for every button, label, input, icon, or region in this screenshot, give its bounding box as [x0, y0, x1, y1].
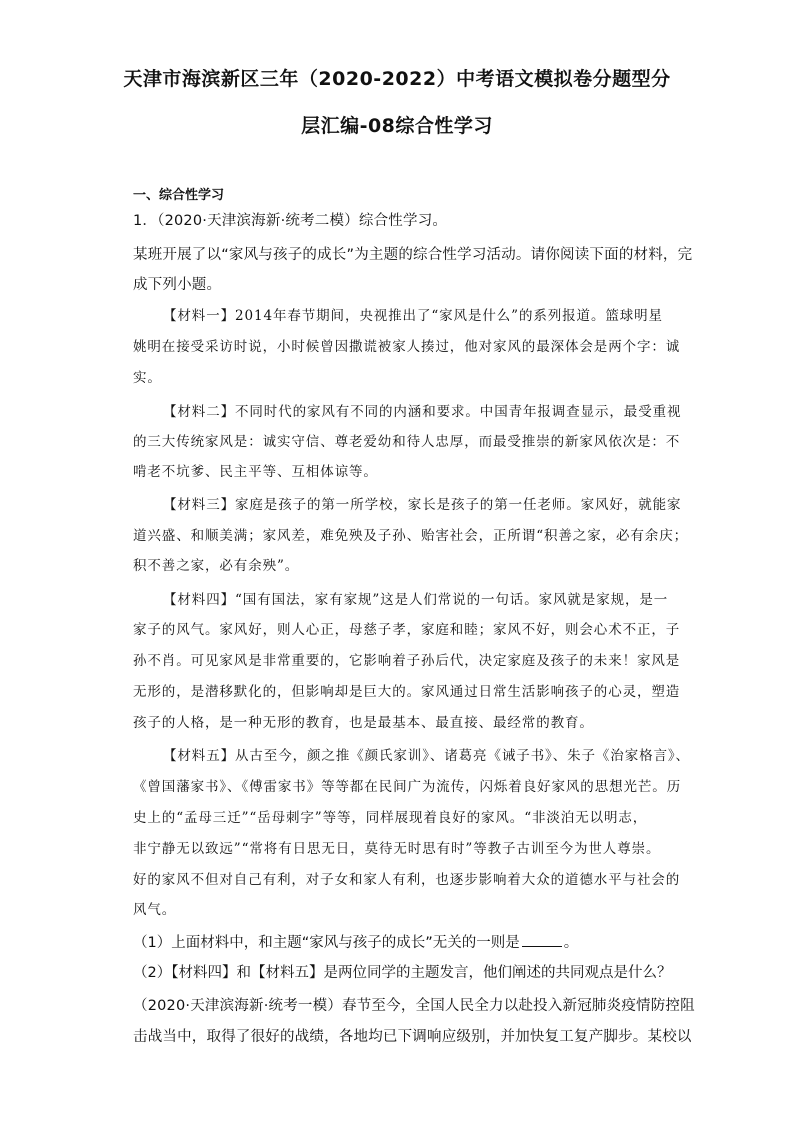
sub-question-2: （2）【材料四】和【材料五】是两位同学的主题发言，他们阐述的共同观点是什么？: [133, 965, 672, 981]
question-2-line: 击战当中，取得了很好的战绩，各地均已下调响应级别，并加快复工复产脚步。某校以: [133, 1029, 692, 1045]
material-1-line: 实。: [133, 370, 162, 386]
material-5-line: 好的家风不但对自己有利，对子女和家人有利，也逐步影响着大众的道德水平与社会的: [133, 872, 681, 888]
material-3-line: 【材料三】家庭是孩子的第一所学校，家长是孩子的第一任老师。家风好，就能家: [163, 497, 682, 513]
material-5-line: 非宁静无以致远”“常将有日思无日，莫待无时思有时”等教子古训至今为世人尊崇。: [133, 841, 661, 857]
material-5-line: 史上的“孟母三迁”“岳母刺字”等等，同样展现着良好的家风。“非淡泊无以明志，: [133, 810, 648, 826]
section-heading: 一、综合性学习: [133, 188, 225, 203]
intro-line: 某班开展了以“家风与孩子的成长”为主题的综合性学习活动。请你阅读下面的材料，完: [133, 247, 693, 263]
intro-line: 成下列小题。: [133, 277, 222, 293]
material-4-line: 孙不肖。可见家风是非常重要的，它影响着子孙后代，决定家庭及孩子的未来！家风是: [133, 653, 681, 669]
material-5-line: 【材料五】从古至今，颜之推《颜氏家训》、诸葛亮《诫子书》、朱子《治家格言》、: [163, 748, 690, 764]
material-1-line: 【材料一】2014年春节期间，央视推出了“家风是什么”的系列报道。篮球明星: [163, 308, 663, 324]
material-5-line: 风气。: [133, 902, 177, 918]
sub-question-1-text: （1）上面材料中，和主题“家风与孩子的成长”无关的一则是: [133, 935, 520, 951]
material-2-line: 【材料二】不同时代的家风有不同的内涵和要求。中国青年报调查显示，最受重视: [163, 404, 682, 420]
material-4-line: 孩子的人格，是一种无形的教育，也是最基本、最直接、最经常的教育。: [133, 715, 594, 731]
material-3-line: 积不善之家，必有余殃”。: [133, 558, 300, 574]
question-2-line: （2020·天津滨海新·统考一模）春节至今，全国人民全力以赴投入新冠肺炎疫情防控阻: [133, 998, 695, 1014]
question-1-header: 1．（2020·天津滨海新·统考二模）综合性学习。: [133, 213, 448, 229]
material-2-line: 的三大传统家风是：诚实守信、尊老爱幼和待人忠厚，而最受推崇的新家风依次是：不: [133, 434, 681, 450]
material-4-line: 家子的风气。家风好，则人心正，母慈子孝，家庭和睦；家风不好，则会心术不正，子: [133, 622, 681, 638]
sub-question-1-end: 。: [563, 935, 579, 951]
material-1-line: 姚明在接受采访时说，小时候曾因撒谎被家人揍过，他对家风的最深体会是两个字：诚: [133, 339, 681, 355]
material-4-line: 【材料四】“国有国法，家有家规”这是人们常说的一句话。家风就是家规，是一: [163, 592, 669, 608]
material-3-line: 道兴盛、和顺美满；家风差，难免殃及子孙、贻害社会，正所谓“积善之家，必有余庆；: [133, 528, 689, 544]
document-title-line-2: 层汇编-08综合性学习: [301, 115, 493, 137]
document-title-line-1: 天津市海滨新区三年（2020-2022）中考语文模拟卷分题型分: [123, 68, 671, 90]
sub-question-1: [133, 932, 578, 953]
material-2-line: 啃老不坑爹、民主平等、互相体谅等。: [133, 464, 378, 480]
material-4-line: 无形的，是潜移默化的，但影响却是巨大的。家风通过日常生活影响孩子的心灵，塑造: [133, 684, 681, 700]
answer-blank[interactable]: [522, 932, 562, 947]
material-5-line: 《曾国藩家书》、《傅雷家书》等等都在民间广为流传，闪烁着良好家风的思想光芒。历: [133, 779, 682, 795]
